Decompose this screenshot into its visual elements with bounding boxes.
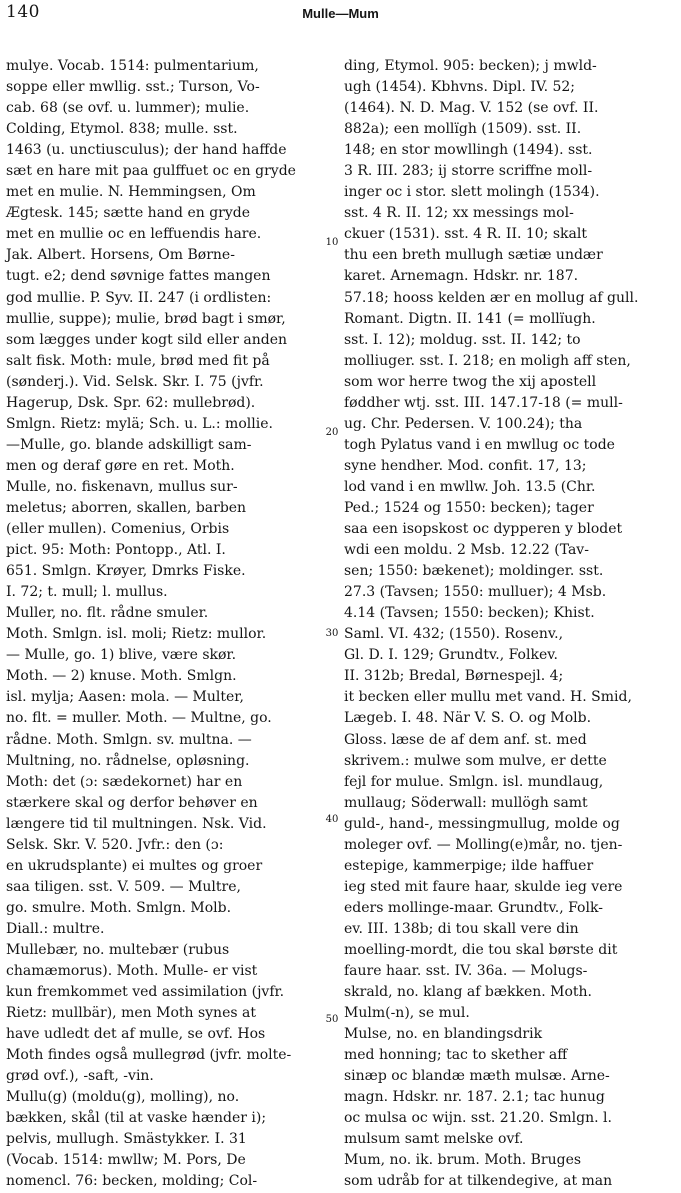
running-head: Mulle—Mum [302,6,379,21]
text-line: rådne. Moth. Smlgn. sv. multna. — [6,731,252,748]
text-line: have udledt det af mulle, se ovf. Hos [6,1026,266,1043]
text-line: cab. 68 (se ovf. u. lummer); mulie. [6,100,250,117]
line-number-40: 40 [325,814,339,825]
text-line: thu een breth mullugh sætiæ undær [344,247,603,264]
text-line: Hagerup, Dsk. Spr. 62: mullebrød). [6,394,256,411]
text-line: magn. Hdskr. nr. 187. 2.1; tac hunug [344,1089,605,1106]
text-line: Muller, no. flt. rådne smuler. [6,605,209,622]
text-line: mulye. Vocab. 1514: pulmentarium, [6,58,259,74]
text-line: kun fremkommet ved assimilation (jvfr. [6,984,285,1001]
text-line: Lægeb. I. 48. När V. S. O. og Molb. [344,710,592,727]
text-line: karet. Arnemagn. Hdskr. nr. 187. [344,268,579,285]
text-line: II. 312b; Bredal, Børnespejl. 4; [344,668,564,685]
text-line: salt fisk. Moth: mule, brød med fit på [6,352,270,369]
text-line: mulsum samt melske ovf. [344,1131,524,1148]
text-line: Mulm(-n), se mul. [344,1005,470,1022]
text-line: wdi een moldu. 2 Msb. 12.22 (Tav- [344,542,589,559]
text-line: it becken eller mullu met vand. H. Smid, [344,689,632,706]
text-line: Multning, no. rådnelse, opløsning. [6,752,250,769]
text-line: Smlgn. Rietz: mylä; Sch. u. L.: mollie. [6,415,273,432]
text-line: syne hendher. Mod. confit. 17, 13; [344,457,587,474]
line-number-20: 20 [325,427,339,438]
text-line: mullaug; Söderwall: mullögh samt [344,794,588,811]
text-line: (1464). N. D. Mag. V. 152 (se ovf. II. [344,100,599,117]
line-number-30: 30 [325,628,339,639]
text-line: Rietz: mullbär), men Moth synes at [6,1005,256,1022]
text-line: Gloss. læse de af dem anf. st. med [344,731,587,748]
text-line: stærkere skal og derfor behøver en [6,794,258,811]
text-line: guld-, hand-, messingmullug, molde og [344,815,620,832]
text-line: sst. 4 R. II. 12; xx messings mol- [344,205,574,222]
text-line: ding, Etymol. 905: becken); j mwld- [344,58,597,74]
text-line: — Mulle, go. 1) blive, være skør. [6,647,237,664]
text-line: (sønderj.). Vid. Selsk. Skr. I. 75 (jvfr. [6,373,264,390]
text-line: bækken, skål (til at vaske hænder i); [6,1110,267,1127]
text-line: Mulle, no. fiskenavn, mullus sur- [6,478,238,495]
text-line: 4.14 (Tavsen; 1550: becken); Khist. [344,605,595,622]
text-line: Ægtesk. 145; sætte hand en gryde [6,205,251,222]
page-number: 140 [6,2,40,22]
text-line: Ped.; 1524 og 1550: becken); tager [344,499,594,516]
text-line: grød ovf.), -saft, -vin. [6,1068,154,1085]
right-column [344,56,677,1190]
text-line: sinæp oc blandæ mæth mulsæ. Arne- [344,1068,610,1085]
text-line: 882a); een mollïgh (1509). sst. II. [344,121,582,138]
line-number-50: 50 [325,1014,339,1025]
text-line: eders mollinge-maar. Grundtv., Folk- [344,899,603,916]
line-number-10: 10 [325,237,339,248]
text-line: saa tiligen. sst. V. 509. — Multre, [6,878,241,895]
text-line: Mullebær, no. multebær (rubus [6,941,230,958]
text-line: tugt. e2; dend søvnige fattes mangen [6,268,271,285]
text-line: meletus; aborren, skallen, barben [6,499,247,516]
text-line: isl. mylja; Aasen: mola. — Multer, [6,689,244,706]
text-line: Selsk. Skr. V. 520. Jvfr.: den (ɔ: [6,836,224,853]
page-header [0,0,681,36]
text-line: ckuer (1531). sst. 4 R. II. 10; skalt [344,226,587,243]
text-line: 148; en stor mowllingh (1494). sst. [344,142,593,159]
left-column [6,56,329,1190]
text-line: 27.3 (Tavsen; 1550: mulluer); 4 Msb. [344,584,607,601]
text-line: moelling-mordt, die tou skal børste dit [344,941,618,958]
text-line: længere tid til multningen. Nsk. Vid. [6,815,267,832]
text-line: lod vand i en mwllw. Joh. 13.5 (Chr. [344,478,596,495]
text-line: Colding, Etymol. 838; mulle. sst. [6,121,238,138]
text-line: med honning; tac to skether aff [344,1047,568,1064]
text-line: mullie, suppe); mulie, brød bagt i smør, [6,310,286,327]
text-line: 57.18; hooss kelden ær en mollug af gull. [344,289,639,306]
text-line: soppe eller mwllig. sst.; Turson, Vo- [6,79,260,96]
text-line: togh Pylatus vand i en mwllug oc tode [344,436,615,453]
text-line: sst. I. 12); moldug. sst. II. 142; to [344,331,581,348]
text-line: (eller mullen). Comenius, Orbis [6,521,230,538]
text-line: pelvis, mullugh. Smästykker. I. 31 [6,1131,247,1148]
text-line: —Mulle, go. blande adskilligt sam- [6,436,252,453]
text-line: go. smulre. Moth. Smlgn. Molb. [6,899,232,916]
text-line: sæt en hare mit paa gulffuet oc en gryde [6,163,296,180]
text-line: Mulse, no. en blandingsdrik [344,1026,543,1043]
text-line: faure haar. sst. IV. 36a. — Molugs- [344,963,588,980]
text-line: chamæmorus). Moth. Mulle- er vist [6,963,258,980]
text-line: ugh (1454). Kbhvns. Dipl. IV. 52; [344,79,576,96]
text-line: en ukrudsplante) ei multes og groer [6,857,263,874]
text-line: skrivem.: mulwe som mulve, er dette [344,752,607,769]
text-line: føddher wtj. sst. III. 147.17-18 (= mull- [344,394,623,411]
text-line: men og deraf gøre en ret. Moth. [6,457,235,474]
text-line: Diall.: multre. [6,920,105,937]
text-line: fejl for mulue. Smlgn. isl. mundlaug, [344,773,604,790]
text-line: ug. Chr. Pedersen. V. 100.24); tha [344,415,583,432]
text-line: som wor herre twog the xij apostell [344,373,597,390]
text-line: 3 R. III. 283; ij storre scriffne moll- [344,163,593,180]
text-line: Moth. — 2) knuse. Moth. Smlgn. [6,668,237,685]
text-line: inger oc i stor. slett molingh (1534). [344,184,600,201]
text-line: god mullie. P. Syv. II. 247 (i ordlisten: [6,289,272,306]
text-line: I. 72; t. mull; l. mullus. [6,584,168,601]
text-line: Mullu(g) (moldu(g), molling), no. [6,1089,240,1106]
text-line: Saml. VI. 432; (1550). Rosenv., [344,626,564,643]
text-line: moleger ovf. — Molling(e)mår, no. tjen- [344,836,623,853]
text-line: ev. III. 138b; di tou skall vere din [344,920,579,937]
text-line: Moth: det (ɔ: sædekornet) har en [6,773,243,790]
text-line: Moth. Smlgn. isl. moli; Rietz: mullor. [6,626,267,643]
text-line: oc mulsa oc wijn. sst. 21.20. Smlgn. l. [344,1110,612,1127]
text-line: no. flt. = muller. Moth. — Multne, go. [6,710,272,727]
text-line: som udråb for at tilkendegive, at man [344,1173,613,1190]
text-line: Mum, no. ik. brum. Moth. Bruges [344,1152,582,1169]
text-line: met en mullie oc en leffuendis hare. [6,226,262,243]
text-line: Moth findes også mullegrød (jvfr. molte- [6,1047,292,1064]
text-line: estepige, kammerpige; ilde haffuer [344,857,594,874]
text-line: molliuger. sst. I. 218; en moligh aff sten, [344,352,631,369]
text-line: Gl. D. I. 129; Grundtv., Folkev. [344,647,558,664]
text-line: Romant. Digtn. II. 141 (= mollïugh. [344,310,596,327]
text-line: saa een isopskost oc dypperen y blodet [344,521,623,538]
text-line: Jak. Albert. Horsens, Om Børne- [6,247,235,264]
text-line: 1463 (u. unctiusculus); der hand haffde [6,142,287,159]
text-line: 651. Smlgn. Krøyer, Dmrks Fiske. [6,563,246,580]
text-line: sen; 1550: bækenet); moldinger. sst. [344,563,604,580]
text-line: pict. 95: Moth: Pontopp., Atl. I. [6,542,226,559]
text-line: met en mulie. N. Hemmingsen, Om [6,184,256,201]
text-line: som lægges under kogt sild eller anden [6,331,288,348]
text-line: nomencl. 76: becken, molding; Col- [6,1173,258,1190]
text-line: skrald, no. klang af bækken. Moth. [344,984,593,1001]
text-line: (Vocab. 1514: mwllw; M. Pors, De [6,1152,246,1169]
text-line: ieg sted mit faure haar, skulde ieg vere [344,878,623,895]
